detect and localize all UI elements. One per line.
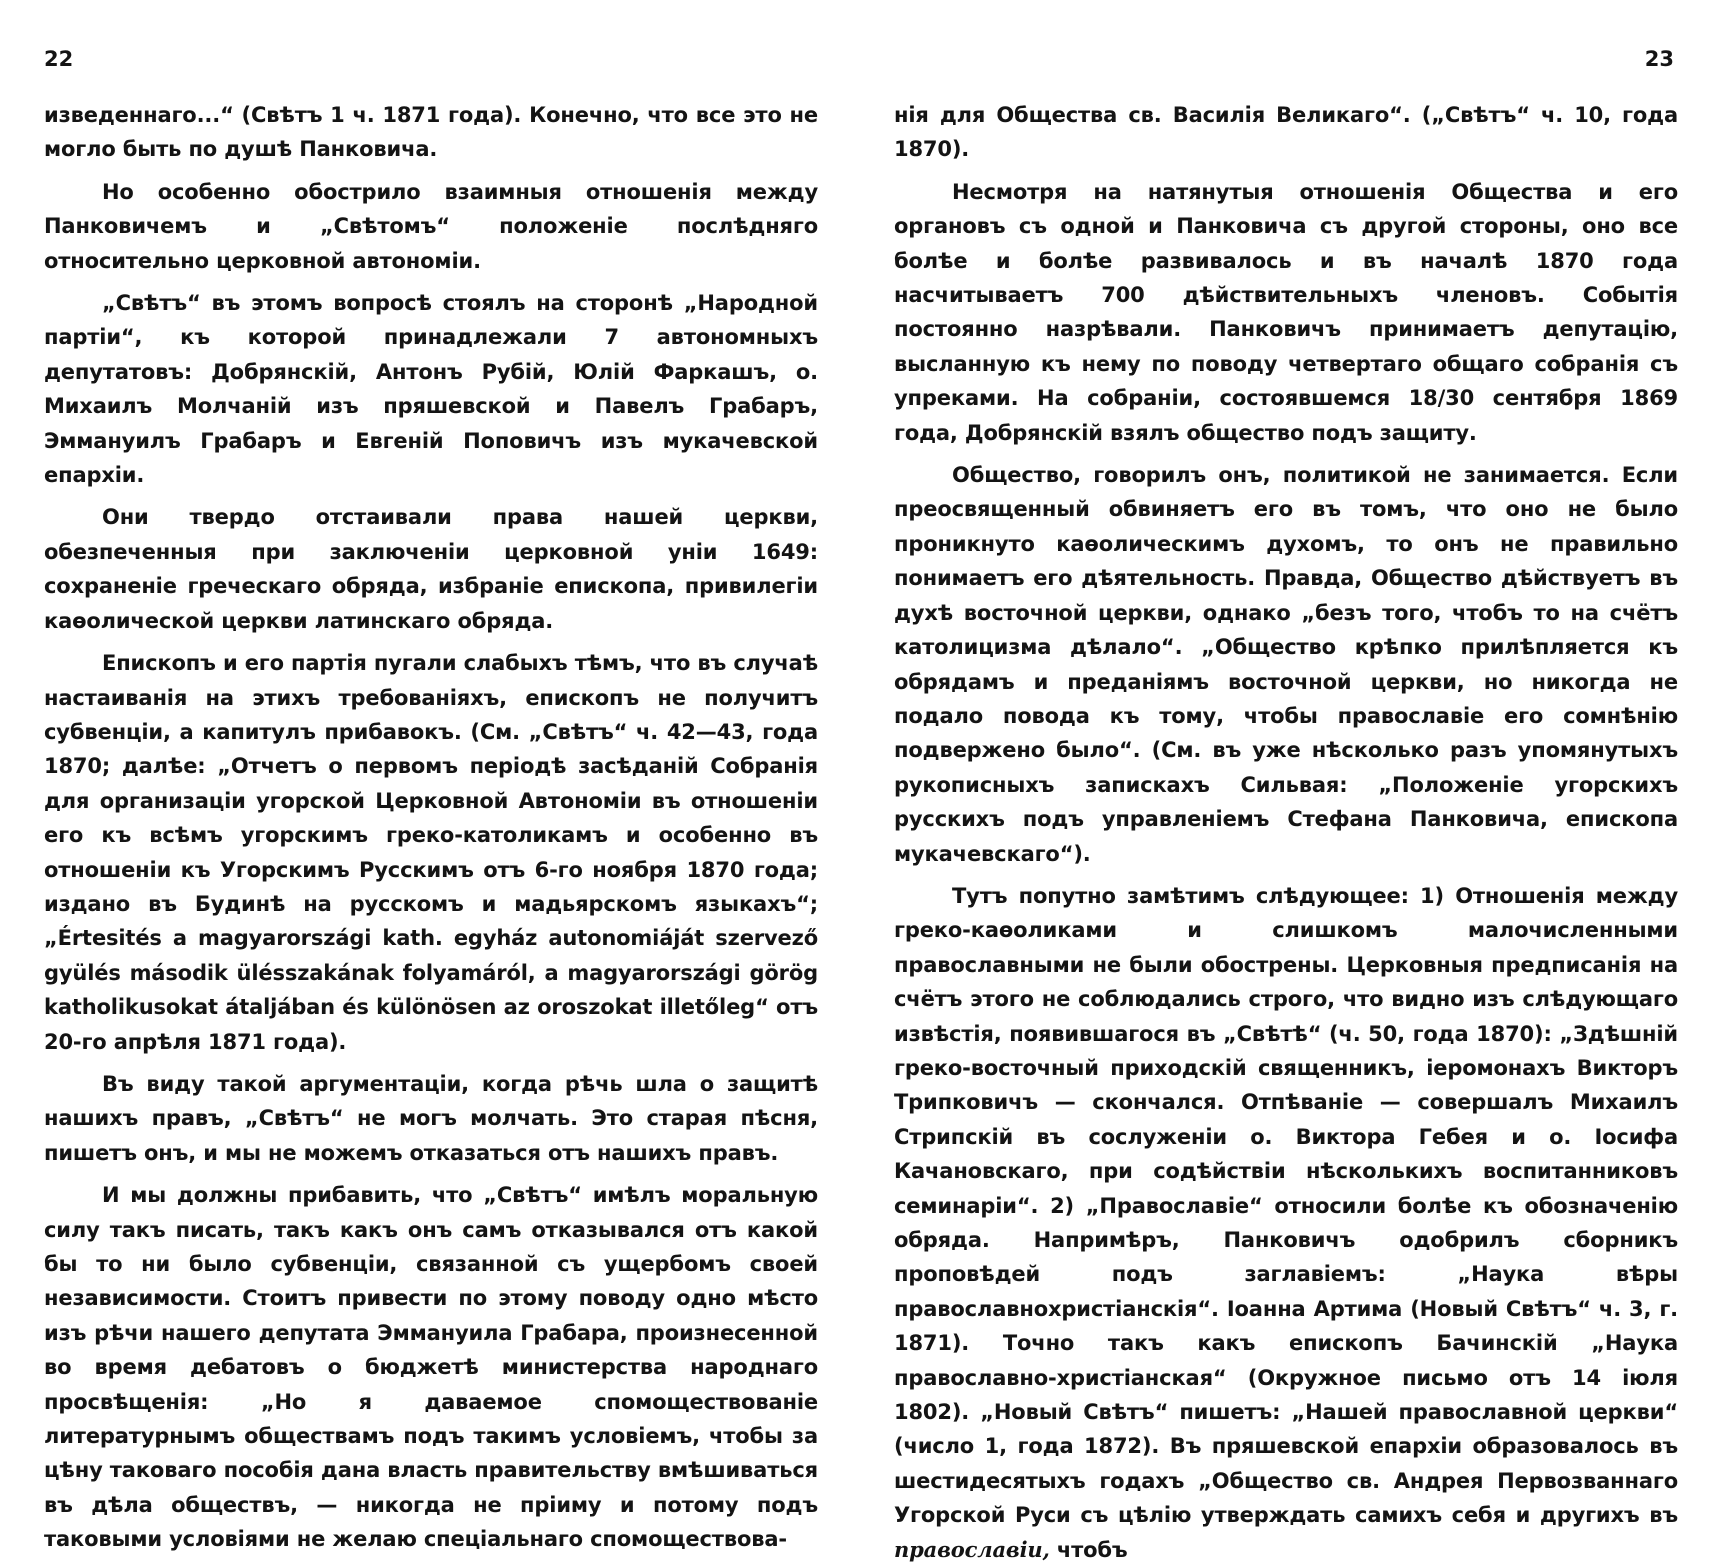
page-number: 22 <box>44 47 74 71</box>
paragraph: Но особенно обострило взаимныя отношенія между Панковичемъ и „Свѣтомъ“ положеніе послѣдняго относительно церковной автономіи. <box>44 179 818 273</box>
paragraph: „Свѣтъ“ въ этомъ вопросѣ стоялъ на сторонѣ „Народной партіи“, къ которой принадлежали 7 автономныхъ депутатовъ: Добрянскій, Антонъ Рубій, Юлій Фаркашъ, о. Михаилъ Молчаній изъ пряшевской и Павелъ Грабаръ, Эммануилъ Грабаръ и Евгеній Поповичъ изъ мукачевской епархіи. <box>44 291 818 488</box>
page-number: 23 <box>1644 47 1674 71</box>
paragraph: Епископъ и его партія пугали слабыхъ тѣмъ, что въ случаѣ настаиванія на этихъ требованіяхъ, епископъ не получитъ субвенціи, а капитулъ прибавокъ. (См. „Свѣтъ“ ч. 42—43, года 1870; далѣе: „Отчетъ о первомъ періодѣ засѣданій Собранія для организаціи угорской Церковной Автономіи въ отношеніи его къ всѣмъ угорскимъ греко-католикамъ и особенно въ отношеніи къ Угорскимъ Русскимъ отъ 6-го ноября 1870 года; издано въ Будинѣ на русскомъ и мадьярскомъ языкахъ“; „Értesités a magyarországi kath. egyház autonomiáját szervező gyülés második ülésszakának folyamáról, a magyarországi görög katholikusokat átaljában és különösen az oroszokat illetőleg“ отъ 20-го апрѣля 1871 года). <box>44 651 818 1054</box>
paragraph: нія для Общества св. Василія Великаго“. („Свѣтъ“ ч. 10, года 1870). <box>894 103 1678 162</box>
paragraph <box>894 879 1678 1567</box>
paragraph-tail: чтобъ <box>1049 1537 1128 1562</box>
paragraph: Общество, говорилъ онъ, политикой не занимается. Если преосвященный обвиняетъ его въ томъ, что оно не было проникнуто каѳолическимъ духомъ, то онъ не правильно понимаетъ его дѣятельность. Правда, Общество дѣйствуетъ въ духѣ восточной церкви, однако „безъ того, чтобъ то на счётъ католицизма дѣлало“. „Общество крѣпко прилѣпляется къ обрядамъ и преданіямъ восточной церкви, но никогда не подало повода къ тому, чтобы православіе его сомнѣнію подвержено было“. (См. въ уже нѣсколько разъ упомянутыхъ рукописныхъ запискахъ Сильвая: „Положеніе угорскихъ русскихъ подъ управленіемъ Стефана Панковича, епископа мукачевскаго“). <box>894 463 1678 866</box>
paragraph-text: Тутъ попутно замѣтимъ слѣдующее: 1) Отношенія между греко-каѳоликами и слишкомъ малочисленными православными не были обострены. Церковныя предписанія на счётъ этого не соблюдались строго, что видно изъ слѣдующаго извѣстія, появившагося въ „Свѣтѣ“ (ч. 50, года 1870): „Здѣшній греко-восточный приходскій священникъ, іеромонахъ Викторъ Трипковичъ — скончался. Отпѣваніе — совершалъ Михаилъ Стрипскій въ сослуженіи о. Виктора Гебея и о. Іосифа Качановскаго, при содѣйствіи нѣсколькихъ воспитанниковъ семинаріи“. 2) „Православіе“ относили болѣе къ обозначенію обряда. Напримѣръ, Панковичъ одобрилъ сборникъ проповѣдей подъ заглавіемъ: „Наука вѣры православнохристіанскія“. Іоанна Артима (Новый Свѣтъ“ ч. 3, г. 1871). Точно такъ какъ епископъ Бачинскій „Наука православно-христіанская“ (Окружное письмо отъ 14 іюля 1802). „Новый Свѣтъ“ пишетъ: „Нашей православной церкви“ (число 1, года 1872). Въ пряшевской епархіи образовалось въ шестидесятыхъ годахъ „Общество св. Андрея Первозваннаго Угорской Руси съ цѣлію утверждать самихъ себя и другихъ въ <box>894 883 1678 1528</box>
paragraph: И мы должны прибавить, что „Свѣтъ“ имѣлъ моральную силу такъ писать, такъ какъ онъ самъ отказывался отъ какой бы то ни было субвенціи, связанной съ ущербомъ своей независимости. Стоитъ привести по этому поводу одно мѣсто изъ рѣчи нашего депутата Эммануила Грабара, произнесенной во время дебатовъ о бюджетѣ министерства народнаго просвѣщенія: „Но я даваемое спомоществованіе литературнымъ обществамъ подъ такимъ условіемъ, чтобы за цѣну таковаго пособія дана власть правительству вмѣшиваться въ дѣла обществъ, — никогда не пріиму и потому подъ таковыми условіями не желаю спеціальнаго спомоществова- <box>44 1183 818 1552</box>
page-text <box>894 98 1678 1567</box>
italic-word: православіи, <box>894 1536 1050 1562</box>
paragraph: Они твердо отстаивали права нашей церкви, обезпеченныя при заключеніи церковной уніи 1649: сохраненіе греческаго обряда, избраніе епископа, привилегіи каѳолической церкви латинскаго обряда. <box>44 505 818 633</box>
left-page <box>0 0 856 1552</box>
page-text <box>44 98 818 1557</box>
paragraph: изведеннаго...“ (Свѣтъ 1 ч. 1871 года). Конечно, что все это не могло быть по душѣ Панковича. <box>44 103 818 162</box>
paragraph: Въ виду такой аргументаціи, когда рѣчь шла о защитѣ нашихъ правъ, „Свѣтъ“ не могъ молчать. Это старая пѣсня, пишетъ онъ, и мы не можемъ отказаться отъ нашихъ правъ. <box>44 1071 818 1165</box>
right-page <box>856 0 1712 1562</box>
paragraph: Несмотря на натянутыя отношенія Общества и его органовъ съ одной и Панковича съ другой стороны, оно все болѣе и болѣе развивалось и въ началѣ 1870 года насчитываетъ 700 дѣйствительныхъ членовъ. Событія постоянно назрѣвали. Панковичъ принимаетъ депутацію, высланную къ нему по поводу четвертаго общаго собранія съ упреками. На собраніи, состоявшемся 18/30 сентября 1869 года, Добрянскій взялъ общество подъ защиту. <box>894 179 1678 445</box>
